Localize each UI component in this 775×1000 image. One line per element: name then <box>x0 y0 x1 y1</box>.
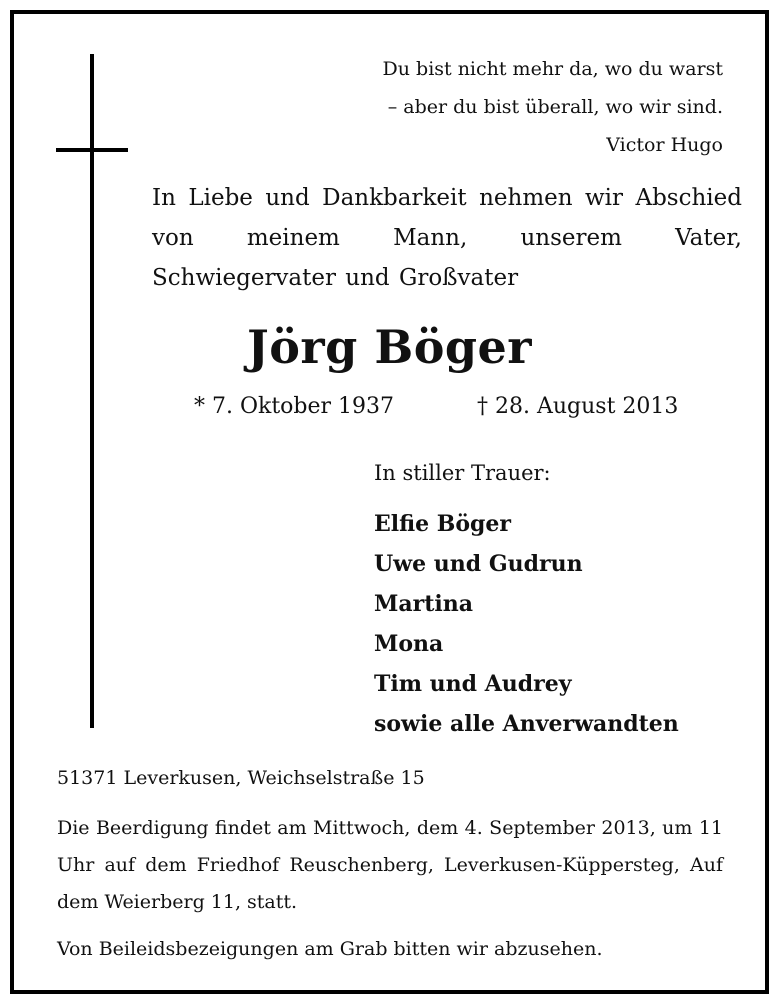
cross-icon-horizontal <box>56 148 128 152</box>
list-item: Mona <box>374 631 444 657</box>
quote-line-1: Du bist nicht mehr da, wo du warst <box>382 58 723 80</box>
intro-text: In Liebe und Dankbarkeit nehmen wir Abschied von meinem Mann, unserem Vater, Schwiegervater und Großvater <box>152 185 742 291</box>
list-item: sowie alle Anverwandten <box>374 711 679 737</box>
death-date: † 28. August 2013 <box>477 394 679 419</box>
cross-icon-vertical <box>90 54 94 728</box>
quote-line-2: – aber du bist überall, wo wir sind. <box>387 96 723 118</box>
list-item: Tim und Audrey <box>374 671 572 697</box>
obituary-frame <box>10 10 769 994</box>
quote-author: Victor Hugo <box>606 134 723 156</box>
mourning-label: In stiller Trauer: <box>374 461 551 485</box>
quote-block <box>383 50 723 164</box>
deceased-name: Jörg Böger <box>246 320 533 374</box>
list-item: Uwe und Gudrun <box>374 551 583 577</box>
mourners-list <box>374 504 679 744</box>
birth-date: * 7. Oktober 1937 <box>194 394 395 419</box>
funeral-info: Die Beerdigung findet am Mittwoch, dem 4. September 2013, um 11 Uhr auf dem Friedhof Reuschenberg, Leverkusen-Küppersteg, Auf dem Weierberg 11, statt. <box>57 817 723 913</box>
address-text: 51371 Leverkusen, Weichselstraße 15 <box>57 767 425 789</box>
condolence-note: Von Beileidsbezeigungen am Grab bitten wir abzusehen. <box>57 938 603 960</box>
list-item: Martina <box>374 591 473 617</box>
list-item: Elfie Böger <box>374 511 512 537</box>
